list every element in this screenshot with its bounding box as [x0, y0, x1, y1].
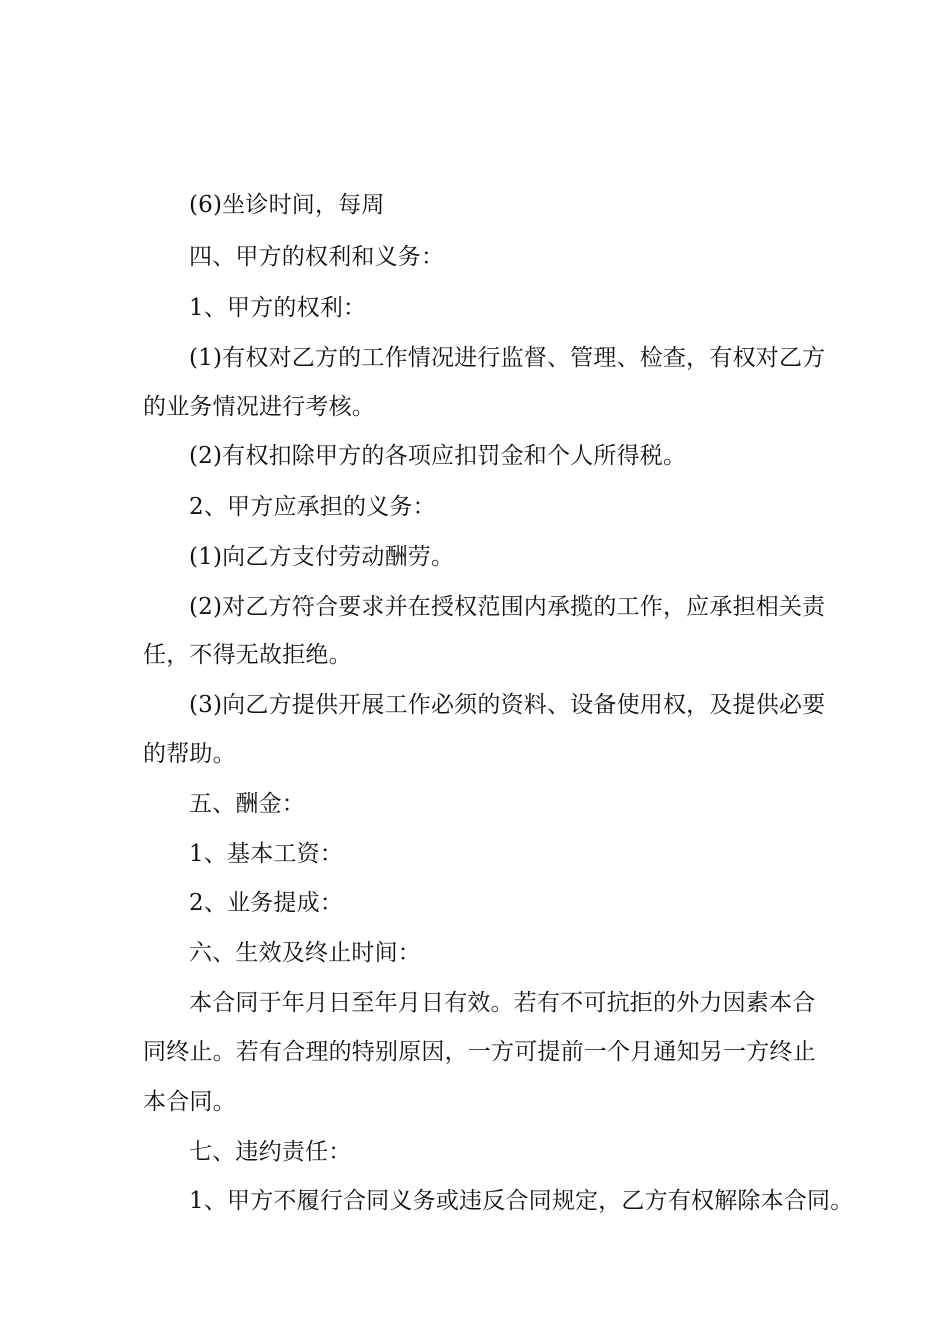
clause-line: 本合同于年月日至年月日有效。若有不可抗拒的外力因素本合 — [189, 990, 816, 1016]
section-heading: 七、违约责任： — [189, 1139, 352, 1165]
subsection-heading: 2、甲方应承担的义务： — [189, 494, 436, 520]
clause-line-continued: 本合同。 — [143, 1089, 236, 1115]
clause-line-continued: 的帮助。 — [143, 741, 236, 767]
clause-line: (1)向乙方支付劳动酬劳。 — [189, 544, 455, 570]
clause-line: (2)对乙方符合要求并在授权范围内承揽的工作，应承担相关责 — [189, 594, 826, 620]
clause-line: 1、甲方不履行合同义务或违反合同规定，乙方有权解除本合同。 — [189, 1188, 854, 1214]
clause-line-continued: 任，不得无故拒绝。 — [143, 642, 352, 668]
clause-line-continued: 的业务情况进行考核。 — [143, 394, 375, 420]
clause-line-continued: 同终止。若有合理的特别原因，一方可提前一个月通知另一方终止 — [143, 1039, 816, 1065]
subsection-heading: 1、甲方的权利： — [189, 295, 367, 321]
clause-line: (2)有权扣除甲方的各项应扣罚金和个人所得税。 — [189, 443, 687, 469]
clause-line: 2、业务提成： — [189, 890, 344, 916]
clause-line: (6)坐诊时间，每周 — [189, 192, 385, 218]
clause-line: 1、基本工资： — [189, 841, 344, 867]
clause-line: (3)向乙方提供开展工作必须的资料、设备使用权，及提供必要 — [189, 692, 826, 718]
section-heading: 五、酬金： — [189, 791, 305, 817]
section-heading: 六、生效及终止时间： — [189, 940, 421, 966]
section-heading: 四、甲方的权利和义务： — [189, 244, 445, 270]
clause-line: (1)有权对乙方的工作情况进行监督、管理、检查，有权对乙方 — [189, 345, 826, 371]
